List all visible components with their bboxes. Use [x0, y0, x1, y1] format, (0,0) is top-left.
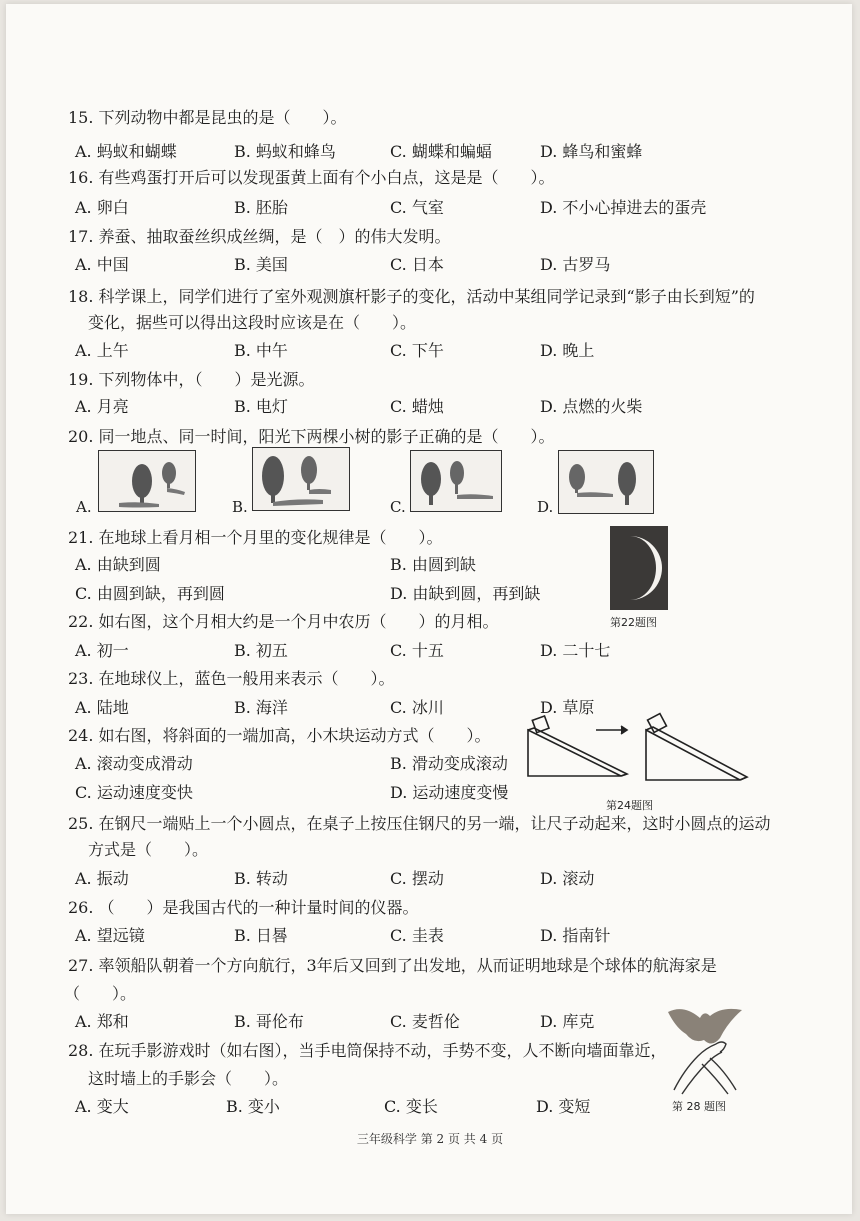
- question-27-cont: （ ）。: [64, 984, 137, 1003]
- question-17: 17. 养蚕、抽取蚕丝织成丝绸，是（ ）的伟大发明。: [68, 227, 451, 246]
- q22-moon-figure: [610, 526, 668, 610]
- q17-option-c: C. 日本: [390, 255, 444, 274]
- q27-option-c: C. 麦哲伦: [390, 1012, 460, 1031]
- question-15: 15. 下列动物中都是昆虫的是（ ）。: [68, 108, 347, 127]
- q18-option-a: A. 上午: [75, 341, 129, 360]
- q17-option-b: B. 美国: [234, 255, 288, 274]
- q20-figure-b: [252, 447, 350, 511]
- question-27: 27. 率领船队朝着一个方向航行，3年后又回到了出发地，从而证明地球是个球体的航海家是: [68, 956, 717, 975]
- question-18: 18. 科学课上，同学们进行了室外观测旗杆影子的变化，活动中某组同学记录到“影子由长到短”的: [68, 287, 755, 306]
- question-19: 19. 下列物体中，（ ）是光源。: [68, 370, 315, 389]
- q25-option-b: B. 转动: [234, 869, 288, 888]
- q21-option-c: C. 由圆到缺，再到圆: [75, 584, 225, 603]
- question-28: 28. 在玩手影游戏时（如右图），当手电筒保持不动，手势不变，人不断向墙面靠近，: [68, 1041, 667, 1060]
- q28-option-d: D. 变短: [536, 1097, 591, 1116]
- q15-option-c: C. 蝴蝶和蝙蝠: [390, 142, 492, 161]
- q21-option-a: A. 由缺到圆: [75, 555, 161, 574]
- q15-option-a: A. 蚂蚁和蝴蝶: [75, 142, 177, 161]
- q20-figure-d: [558, 450, 654, 514]
- question-25: 25. 在钢尺一端贴上一个小圆点，在桌子上按压住钢尺的另一端，让尺子动起来，这时小圆点的运动: [68, 814, 771, 833]
- q24-slope-figure: [526, 710, 754, 796]
- q18-option-c: C. 下午: [390, 341, 444, 360]
- question-16: 16. 有些鸡蛋打开后可以发现蛋黄上面有个小白点，这是是（ ）。: [68, 168, 555, 187]
- q20-figure-a: [98, 450, 196, 512]
- q22-option-a: A. 初一: [75, 641, 129, 660]
- q16-option-c: C. 气室: [390, 198, 444, 217]
- question-20: 20. 同一地点、同一时间，阳光下两棵小树的影子正确的是（ ）。: [68, 427, 555, 446]
- q17-option-d: D. 古罗马: [540, 255, 611, 274]
- question-28-cont: 这时墙上的手影会（ ）。: [88, 1069, 289, 1088]
- q20-option-c: C.: [390, 498, 406, 516]
- q26-option-d: D. 指南针: [540, 926, 611, 945]
- q24-option-a: A. 滚动变成滑动: [75, 754, 193, 773]
- q25-option-a: A. 振动: [75, 869, 129, 888]
- q26-option-a: A. 望远镜: [75, 926, 145, 945]
- q23-option-d: D. 草原: [540, 698, 595, 717]
- q28-figure-caption: 第 28 题图: [672, 1100, 726, 1113]
- q25-option-c: C. 摆动: [390, 869, 444, 888]
- q23-option-b: B. 海洋: [234, 698, 288, 717]
- q23-option-c: C. 冰川: [390, 698, 444, 717]
- question-21: 21. 在地球上看月相一个月里的变化规律是（ ）。: [68, 528, 443, 547]
- q19-option-d: D. 点燃的火柴: [540, 397, 643, 416]
- q28-option-c: C. 变长: [384, 1097, 438, 1116]
- q17-option-a: A. 中国: [75, 255, 129, 274]
- q22-option-d: D. 二十七: [540, 641, 611, 660]
- q21-option-b: B. 由圆到缺: [390, 555, 476, 574]
- q15-option-b: B. 蚂蚁和蜂鸟: [234, 142, 336, 161]
- q26-option-b: B. 日晷: [234, 926, 288, 945]
- q24-option-c: C. 运动速度变快: [75, 783, 193, 802]
- q26-option-c: C. 圭表: [390, 926, 444, 945]
- q16-option-d: D. 不小心掉进去的蛋壳: [540, 198, 707, 217]
- q16-option-a: A. 卵白: [75, 198, 129, 217]
- question-26: 26. （ ）是我国古代的一种计量时间的仪器。: [68, 898, 419, 917]
- q20-figure-c: [410, 450, 502, 512]
- q18-option-d: D. 晚上: [540, 341, 595, 360]
- q28-option-a: A. 变大: [75, 1097, 129, 1116]
- q22-option-b: B. 初五: [234, 641, 288, 660]
- q19-option-b: B. 电灯: [234, 397, 288, 416]
- q16-option-b: B. 胚胎: [234, 198, 288, 217]
- q28-option-b: B. 变小: [226, 1097, 280, 1116]
- q18-option-b: B. 中午: [234, 341, 288, 360]
- q28-hand-shadow-figure: [664, 1000, 746, 1096]
- q24-option-b: B. 滑动变成滚动: [390, 754, 508, 773]
- question-24: 24. 如右图，将斜面的一端加高，小木块运动方式（ ）。: [68, 726, 491, 745]
- q25-option-d: D. 滚动: [540, 869, 595, 888]
- q27-option-a: A. 郑和: [75, 1012, 129, 1031]
- q27-option-d: D. 库克: [540, 1012, 595, 1031]
- q21-option-d: D. 由缺到圆，再到缺: [390, 584, 541, 603]
- q15-option-d: D. 蜂鸟和蜜蜂: [540, 142, 643, 161]
- q23-option-a: A. 陆地: [75, 698, 129, 717]
- q20-option-b: B.: [232, 498, 248, 516]
- page-footer: 三年级科学 第 2 页 共 4 页: [356, 1132, 504, 1146]
- q22-figure-caption: 第22题图: [610, 616, 657, 629]
- q24-figure-caption: 第24题图: [606, 799, 653, 812]
- question-25-cont: 方式是（ ）。: [88, 840, 209, 859]
- q27-option-b: B. 哥伦布: [234, 1012, 304, 1031]
- question-18-cont: 变化，据些可以得出这段时应该是在（ ）。: [88, 313, 417, 332]
- q24-option-d: D. 运动速度变慢: [390, 783, 509, 802]
- question-23: 23. 在地球仪上，蓝色一般用来表示（ ）。: [68, 669, 395, 688]
- q19-option-a: A. 月亮: [75, 397, 129, 416]
- question-22: 22. 如右图，这个月相大约是一个月中农历（ ）的月相。: [68, 612, 499, 631]
- q19-option-c: C. 蜡烛: [390, 397, 444, 416]
- q22-option-c: C. 十五: [390, 641, 444, 660]
- q20-option-d: D.: [537, 498, 554, 516]
- q20-option-a: A.: [76, 498, 92, 516]
